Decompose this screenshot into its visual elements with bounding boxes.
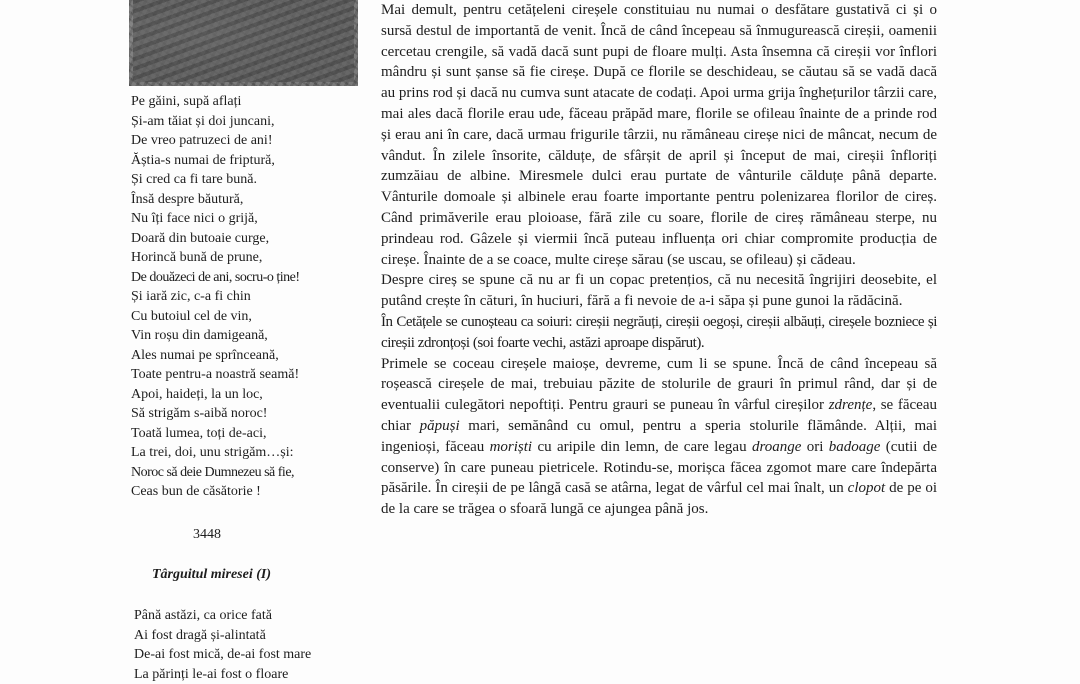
poem-line: Să strigăm s-aibă noroc! [131,404,356,424]
term-moristi: moriști [490,439,533,455]
text-run: Primele se coceau cireșele maioșe, devreme, cum li se spune. Încă de când începeau să roșească cireșele de mai, trebuiau păzite de stolurile de grauri în primul rând, dar și de eventualii culegători nepoftiți. Pentru grauri se puneau în vârful cireșilor [381,356,937,414]
poem-line: Ceas bun de căsătorie ! [131,482,356,502]
term-droange: droange [752,439,801,455]
poem-line: Apoi, haideți, la un loc, [131,385,356,405]
text-run: ori [801,439,828,455]
poem-line: Însă despre băutură, [131,190,356,210]
poem-line: Și iară zic, c-a fi chin [131,287,356,307]
poem-line: Horincă bună de prune, [131,248,356,268]
poem-line: Ăștia-s numai de friptură, [131,151,356,171]
poem-line: Ales numai pe sprînceană, [131,346,356,366]
term-papusi: păpuși [420,418,460,434]
poem-line: Toată lumea, toți de-aci, [131,424,356,444]
photograph [129,0,358,86]
paragraph: Mai demult, pentru cetățeleni cireșele constituiau nu numai o desfătare gustativă ci și o sursă destul de importantă de venit. Încă de când începeau să înmugurească cireșii, oamenii cercetau crengile, să vadă dacă sunt pupi de floare mulți. Asta însemna că cireșii vor înflori mândru și sunt șanse să fie cireșe. După ce florile se deschideau, se căutau să se vadă dacă au prins rod și dacă nu cumva sunt atacate de codați. Apoi urma grija înghețurilor târzii care, mai ales dacă florile erau ude, făceau prăpăd mare, florile se ofileau înainte de a prinde rod și erau ani în care, dacă urmau frigurile târzii, nu rămâneau cireșe nici de mâncat, necum de vândut. În zilele însorite, călduțe, de sfârșit de april și început de mai, cireșii înfloriți zumzăiau de albine. Miresmele dulci erau purtate de vânturile călduțe până departe. Vânturile domoale și albinele erau foarte importante pentru polenizarea florilor de cireș. Când primăverile erau ploioase, fără zile cu soare, florile de cireș rămâneau sterpe, nu prindeau rod. Gâzele și viermii încă puteau influența ori chiar compromite producția de cireșe. Înainte de a se coace, multe cireșe sărau (se uscau, se ofileau) și cădeau. [381,0,937,270]
text-run: cu aripile din lemn, de care legau [532,439,752,455]
poem-title: Târguitul miresei (I) [152,567,271,583]
poem-line: Vin roșu din damigeană, [131,326,356,346]
photograph-texture [133,0,354,82]
poem-line: Nu îți face nici o grijă, [131,209,356,229]
text-run: mari, semănând cu omul, pentru a speria stolurile flămânde. Alții, mai ingenioși, făceau [381,418,937,455]
term-clopot: clopot [848,480,886,496]
poem-number: 3448 [193,527,221,543]
text-run: , se făceau chiar [381,397,937,434]
paragraph: În Cetățele se cunoșteau ca soiuri: cireșii negrăuți, cireșii oegoși, cireșii albăuți, cireșele bozniece și cireșii zdronțoși (soi foarte vechi, astăzi aproape dispărut). [381,312,937,354]
text-run: de pe oi de la care se trăgea o sfoară lungă ce ajungea până jos. [381,480,937,517]
poem-line: Pe găini, supă aflați [131,92,356,112]
term-zdrente: zdrențe [829,397,873,413]
poem-wedding-toast [131,92,356,502]
poem-line: Și cred ca fi tare bună. [131,170,356,190]
text-run: (cutii de conserve) în care puneau pietricele. Rotindu-se, morișca făcea zgomot mare care îndepărta păsările. În cireșii de pe lângă casă se atârna, legat de vârful cel mai înalt, un [381,439,937,497]
poem-line: Ai fost dragă și-alintată [134,626,374,646]
paragraph [381,354,937,520]
poem-line: La trei, doi, unu strigăm…și: [131,443,356,463]
poem-bride-bargaining [134,606,374,684]
poem-line: La părinți le-ai fost o floare [134,665,374,684]
poem-line: De vreo patruzeci de ani! [131,131,356,151]
paragraph: Despre cireș se spune că nu ar fi un copac pretențios, că nu necesită îngrijiri deosebite, el putând crește în cături, în huciuri, fără a fi nevoie de a-i săpa și pune gunoi la rădăcină. [381,270,937,312]
term-badoage: badoage [829,439,881,455]
poem-line: Noroc să deie Dumnezeu să fie, [131,463,356,483]
poem-line: Până astăzi, ca orice fată [134,606,374,626]
poem-line: Doară din butoaie curge, [131,229,356,249]
poem-line: De-ai fost mică, de-ai fost mare [134,645,374,665]
cherry-essay [381,0,937,520]
poem-line: Cu butoiul cel de vin, [131,307,356,327]
poem-line: Toate pentru-a noastră seamă! [131,365,356,385]
poem-line: De douăzeci de ani, socru-o ține! [131,268,356,288]
poem-line: Și-am tăiat și doi juncani, [131,112,356,132]
